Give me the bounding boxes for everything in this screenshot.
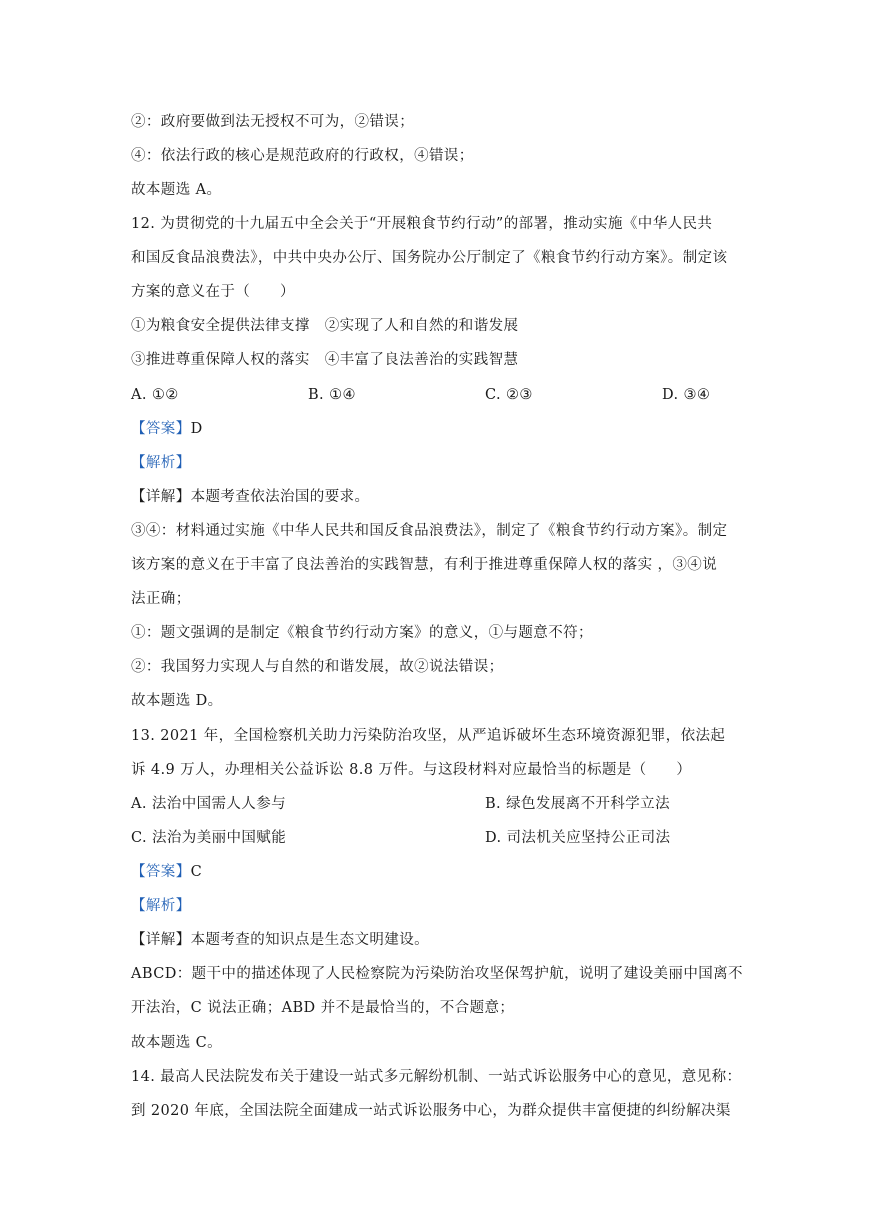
analysis-tag: 【解析】 bbox=[131, 455, 191, 471]
q12-explanation-line: ③④：材料通过实施《中华人民共和国反食品浪费法》，制定了《粮食节约行动方案》。制定 bbox=[131, 523, 728, 539]
q12-explanation-line: ①：题文强调的是制定《粮食节约行动方案》的意义，①与题意不符； bbox=[131, 625, 593, 641]
answer-value: D bbox=[190, 421, 203, 437]
q12-detail bbox=[131, 487, 369, 507]
q13-option-a: A. 法治中国需人人参与 bbox=[131, 796, 286, 812]
analysis-tag: 【解析】 bbox=[131, 898, 191, 914]
q13-option-b: B. 绿色发展离不开科学立法 bbox=[485, 796, 670, 812]
q12-answer bbox=[131, 419, 203, 439]
answer-tag: 【答案】 bbox=[131, 864, 191, 880]
q13-explanation-line: ABCD：题干中的描述体现了人民检察院为污染防治攻坚保驾护航，说明了建设美丽中国离不 bbox=[131, 966, 743, 982]
answer-tag: 【答案】 bbox=[131, 421, 191, 437]
q12-stem-line: 方案的意义在于（ ） bbox=[131, 284, 295, 300]
q12-explanation-line: 法正确； bbox=[131, 591, 191, 607]
q12-stem-line: 12. 为贯彻党的十九届五中全会关于“开展粮食节约行动”的部署，推动实施《中华人民共 bbox=[131, 216, 713, 232]
prev-conclusion: 故本题选 A。 bbox=[131, 182, 222, 198]
q12-option-a: A. ①② bbox=[131, 387, 179, 403]
q13-conclusion: 故本题选 C。 bbox=[131, 1035, 223, 1051]
q13-option-d: D. 司法机关应坚持公正司法 bbox=[485, 830, 671, 846]
q12-option-c: C. ②③ bbox=[485, 387, 533, 403]
detail-text: 本题考查依法治国的要求。 bbox=[190, 489, 370, 505]
q13-answer bbox=[131, 862, 202, 882]
detail-text: 本题考查的知识点是生态文明建设。 bbox=[190, 932, 430, 948]
q12-conclusion: 故本题选 D。 bbox=[131, 693, 223, 709]
prev-explanation-line: ④：依法行政的核心是规范政府的行政权，④错误； bbox=[131, 148, 474, 164]
detail-tag: 【详解】 bbox=[131, 932, 191, 948]
q12-explanation-line: 该方案的意义在于丰富了良法善治的实践智慧，有利于推进尊重保障人权的落实 ，③④说 bbox=[131, 557, 718, 573]
q14-stem-line: 14. 最高人民法院发布关于建设一站式多元解纷机制、一站式诉讼服务中心的意见，意见称： bbox=[131, 1069, 742, 1085]
q12-item-line: ③推进尊重保障人权的落实 ④丰富了良法善治的实践智慧 bbox=[131, 352, 519, 368]
q13-stem-line: 13. 2021 年，全国检察机关助力污染防治攻坚，从严追诉破坏生态环境资源犯罪，依法起 bbox=[131, 728, 726, 744]
q12-analysis bbox=[131, 453, 191, 473]
detail-tag: 【详解】 bbox=[131, 489, 191, 505]
q12-stem-line: 和国反食品浪费法》，中共中央办公厅、国务院办公厅制定了《粮食节约行动方案》。制定该 bbox=[131, 250, 728, 266]
q12-option-d: D. ③④ bbox=[662, 387, 711, 403]
q13-analysis bbox=[131, 896, 191, 916]
q12-explanation-line: ②：我国努力实现人与自然的和谐发展，故②说法错误； bbox=[131, 659, 504, 675]
q13-stem-line: 诉 4.9 万人，办理相关公益诉讼 8.8 万件。与这段材料对应最恰当的标题是（ ） bbox=[131, 762, 692, 778]
q13-detail bbox=[131, 930, 429, 950]
q13-option-c: C. 法治为美丽中国赋能 bbox=[131, 830, 287, 846]
q14-stem-line: 到 2020 年底，全国法院全面建成一站式诉讼服务中心，为群众提供丰富便捷的纠纷解决渠 bbox=[131, 1103, 731, 1119]
q12-option-b: B. ①④ bbox=[308, 387, 356, 403]
answer-value: C bbox=[190, 864, 203, 880]
q12-item-line: ①为粮食安全提供法律支撑 ②实现了人和自然的和谐发展 bbox=[131, 318, 519, 334]
q13-explanation-line: 开法治，C 说法正确；ABD 并不是最恰当的，不合题意； bbox=[131, 1000, 515, 1016]
prev-explanation-line: ②：政府要做到法无授权不可为，②错误； bbox=[131, 114, 415, 130]
